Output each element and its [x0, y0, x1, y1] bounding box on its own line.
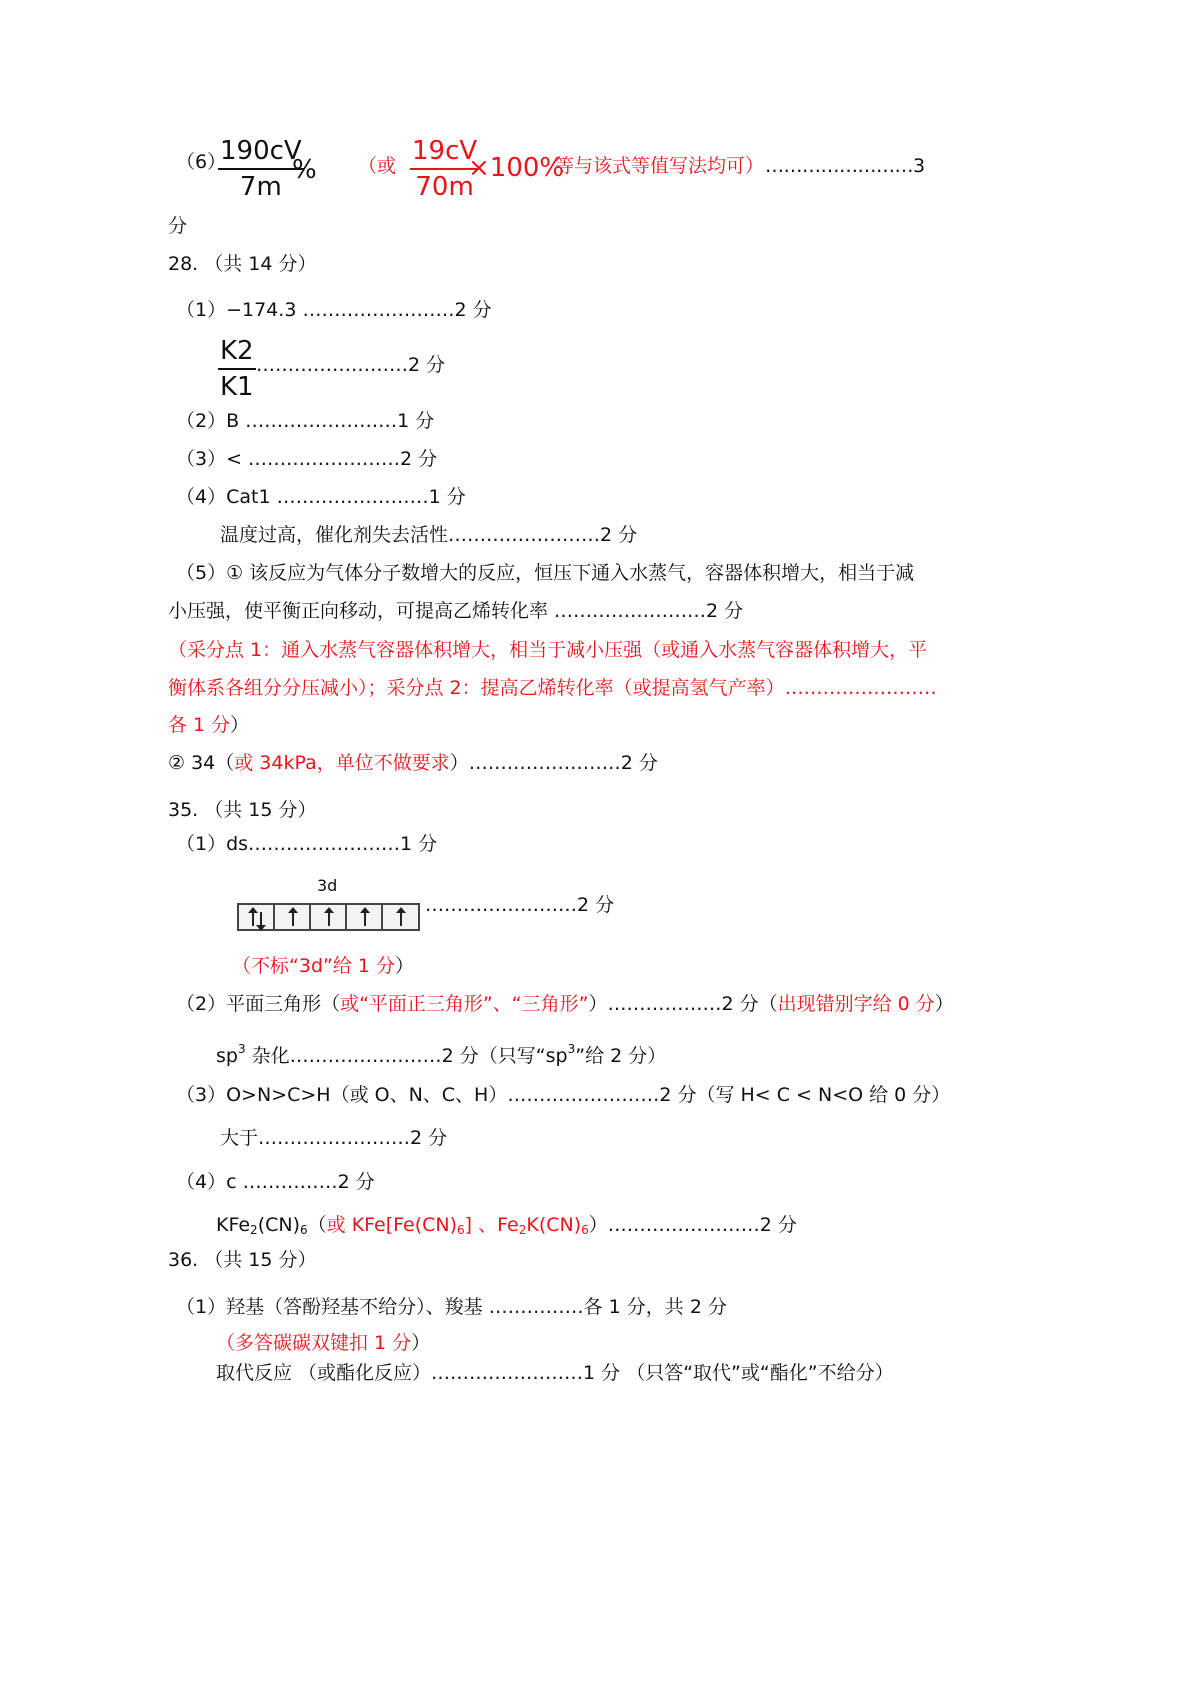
- orbital-cell: [309, 903, 348, 931]
- f-c: （: [307, 1214, 327, 1236]
- q28-part1b-tail: ……………………2 分: [256, 354, 446, 376]
- q28-scoring-note-3: [168, 716, 249, 735]
- f-d: ）……………………2 分: [588, 1214, 797, 1236]
- orbital-note: [232, 957, 414, 976]
- f-r2: ] 、Fe: [464, 1214, 519, 1236]
- f-rs2: 2: [518, 1223, 527, 1237]
- spin-up-arrow: [328, 912, 330, 926]
- leader-dots: [765, 157, 925, 176]
- spin-up-arrow: [364, 912, 366, 926]
- alt-tail: 等与该式等值写法均可）: [555, 155, 765, 177]
- q28-scoring-note-1: （采分点 1：通入水蒸气容器体积增大，相当于减小压强（或通入水蒸气容器体积增大，平: [168, 639, 928, 661]
- q35-part3: （3）O>N>C>H（或 O、N、C、H）……………………2 分（写 H< C < N<O 给 0 分）: [176, 1084, 951, 1106]
- fraction-denominator: 7m: [239, 172, 282, 202]
- q35-part4: （4）c ……………2 分: [176, 1171, 375, 1193]
- fraction-numerator: 190cV: [218, 136, 304, 170]
- p2-c: ）: [934, 993, 954, 1015]
- part5b-a: ② 34（: [168, 752, 235, 774]
- q36-part1: （1）羟基（答酚羟基不给分）、羧基 ……………各 1 分，共 2 分: [176, 1296, 727, 1318]
- orbital-note-open: （: [232, 955, 252, 977]
- q28-part2: （2）B ……………………1 分: [176, 410, 435, 432]
- orbital-cell: [345, 903, 384, 931]
- note-score: 各 1 分: [168, 714, 231, 736]
- f-s2: 6: [300, 1223, 308, 1237]
- spin-down-arrow: [260, 912, 262, 926]
- f-b: (CN): [257, 1214, 300, 1236]
- k-numerator: K2: [218, 336, 256, 370]
- alt-fraction-numerator: 19cV: [410, 136, 479, 170]
- f-r3: K(CN): [526, 1214, 582, 1236]
- f-r1: 或 KFe[Fe(CN): [326, 1214, 458, 1236]
- dots: ……………………: [765, 155, 913, 177]
- spin-up-arrow: [292, 912, 294, 926]
- sup: 3: [237, 1042, 246, 1056]
- q28-part3: （3）< ……………………2 分: [176, 448, 438, 470]
- p2b-b: 杂化……………………2 分（只写“sp: [245, 1045, 568, 1067]
- p2b-c: ”给 2 分）: [575, 1045, 667, 1067]
- q36-heading: 36. （共 15 分）: [168, 1249, 317, 1271]
- q35-part4b: [216, 1216, 797, 1236]
- orbital-diagram: [237, 903, 420, 931]
- q28-part5-line2: 小压强，使平衡正向移动，可提高乙烯转化率 ……………………2 分: [168, 600, 744, 622]
- q35-heading: 35. （共 15 分）: [168, 799, 317, 821]
- score: 3: [913, 155, 926, 177]
- alt-fraction-denominator: 70m: [415, 172, 474, 202]
- q35-part2b: [216, 1043, 666, 1066]
- orbital-note-close: ）: [395, 955, 415, 977]
- f-rs3: 6: [581, 1223, 589, 1237]
- note-close: ）: [230, 714, 250, 736]
- f-rs1: 6: [457, 1223, 465, 1237]
- orbital-cell: [237, 903, 276, 931]
- sup2: 3: [567, 1042, 576, 1056]
- answer-fraction: [218, 136, 304, 202]
- q28-part5b: [168, 754, 658, 773]
- spin-up-arrow: [400, 912, 402, 926]
- part5b-b: ）……………………2 分: [449, 752, 658, 774]
- q35-part1: （1）ds……………………1 分: [176, 833, 438, 855]
- percent-sign: %: [292, 155, 317, 185]
- q36-part1b: 取代反应 （或酯化反应）……………………1 分 （只答“取代”或“酯化”不给分）: [216, 1362, 894, 1384]
- spin-up-arrow: [252, 912, 254, 926]
- q36-deduction-note: [216, 1334, 430, 1353]
- q27-part6-label: （6）: [176, 151, 227, 173]
- note-open: （: [216, 1332, 236, 1354]
- score-unit: 分: [168, 215, 188, 237]
- q35-part2: [176, 995, 954, 1014]
- q28-scoring-note-2: 衡体系各组分分压减小）；采分点 2：提高乙烯转化率（或提高氢气产率）……………………: [168, 677, 937, 699]
- q28-part4: （4）Cat1 ……………………1 分: [176, 486, 466, 508]
- sp: sp: [216, 1045, 238, 1067]
- k-ratio-fraction: [218, 336, 256, 402]
- q28-heading: 28. （共 14 分）: [168, 253, 317, 275]
- q28-part4b: 温度过高，催化剂失去活性……………………2 分: [220, 524, 638, 546]
- p2-red1: 或“平面正三角形”、“三角形”: [340, 993, 589, 1015]
- q28-part5-line1: （5）① 该反应为气体分子数增大的反应，恒压下通入水蒸气，容器体积增大，相当于减: [176, 562, 915, 584]
- orbital-label: 3d: [317, 876, 338, 895]
- orbital-note-text: 不标“3d”给 1 分: [251, 955, 396, 977]
- p2-a: （2）平面三角形（: [176, 993, 341, 1015]
- orbital-cell: [273, 903, 312, 931]
- f-a: KFe: [216, 1214, 251, 1236]
- note-text: 多答碳碳双键扣 1 分: [235, 1332, 412, 1354]
- orbital-score: ……………………2 分: [425, 894, 615, 916]
- part5b-red: 或 34kPa，单位不做要求: [234, 752, 450, 774]
- alt-times: ×100%: [468, 153, 565, 183]
- q28-part1: （1）−174.3 ……………………2 分: [176, 299, 492, 321]
- f-s1: 2: [250, 1223, 258, 1237]
- k-denominator: K1: [220, 372, 254, 402]
- orbital-cell: [381, 903, 420, 931]
- alt-open: （或: [358, 155, 397, 177]
- p2-red2: 出现错别字给 0 分: [777, 993, 935, 1015]
- q35-part3b: 大于……………………2 分: [220, 1127, 448, 1149]
- p2-b: ）………………2 分（: [588, 993, 778, 1015]
- note-close: ）: [411, 1332, 431, 1354]
